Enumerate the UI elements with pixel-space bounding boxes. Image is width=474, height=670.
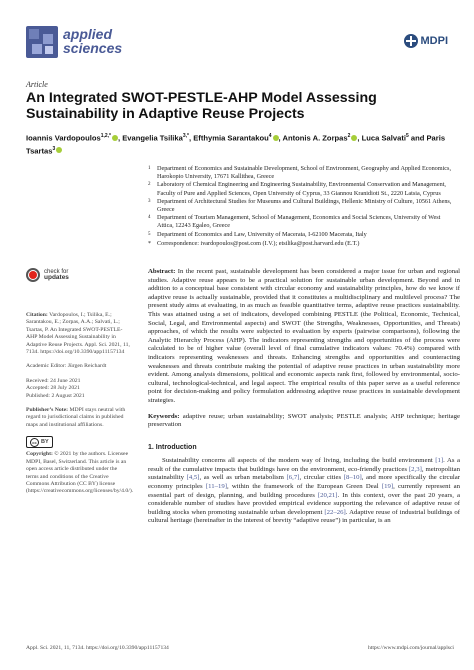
correspondence: [148, 240, 458, 248]
author-name[interactable]: Ioannis Vardopoulos: [26, 133, 101, 143]
received-date: Received: 24 June 2021: [26, 377, 81, 384]
author-affiliation-marker: 5: [405, 133, 409, 139]
main-content: [148, 268, 460, 526]
introduction-paragraph: [148, 457, 460, 526]
published-date: Published: 2 August 2021: [26, 392, 85, 399]
affiliation-number: 4: [148, 215, 151, 221]
author-affiliation-marker: 2: [347, 133, 351, 139]
intro-text: . In this context, over the past 20 years, a considerable number of studies have provided empirical evidence supporting the relevance of adaptive reuse of building stocks when promoting sustainable urban development: [148, 491, 460, 516]
intro-text: , currently represent an essential part of design, planning, and building procedures: [148, 483, 460, 499]
intro-text: , metropolitan sustainability: [148, 465, 461, 482]
intro-text: Sustainability concerns all aspects of the modern way of living, including the build environment: [162, 457, 436, 465]
citation-link[interactable]: [2,3]: [408, 465, 422, 473]
keywords-label: Keywords:: [148, 412, 180, 420]
dates: [26, 378, 131, 400]
check-for-updates-button[interactable]: [26, 268, 131, 282]
updates-top: check for: [44, 268, 69, 275]
orcid-icon[interactable]: [56, 147, 62, 153]
citation-label: Citation:: [26, 312, 48, 318]
updates-icon: [26, 268, 40, 282]
affiliation-item: [148, 214, 458, 230]
intro-text: , within the framework of the European Green Deal: [226, 483, 382, 491]
citation-text: Vardopoulos, I.; Tsilika, E.; Sarantakou, E.; Zorpas, A.A.; Salvati, L.; Tsartas, P. An Integrated SWOT-PESTLE-AHP Model Assessing Sustainability in Adaptive Reuse Projects. Appl. Sci. 2021, 11, 7134. https://doi.org/10.3390/app11157134: [26, 312, 130, 356]
cc-license-badge[interactable]: [26, 436, 53, 448]
footer-journal-link[interactable]: https://www.mdpi.com/journal/applsci: [367, 645, 454, 651]
keywords: [148, 413, 460, 430]
correspondence-text: Correspondence: ivardopoulos@post.com (I.V.); etsilika@post.harvard.edu (E.T.): [157, 239, 360, 247]
publisher-logo: [404, 34, 449, 48]
intro-text: . Adaptive reuse of industrial buildings of cultural heritage (hereinafter in the interest of brevity “adaptive reuse”) in particular, is an: [148, 508, 460, 525]
citation-link[interactable]: [8–10]: [343, 474, 362, 482]
author-affiliation-marker: 4: [268, 133, 272, 139]
affiliation-item: [148, 165, 458, 181]
abstract-label: Abstract:: [148, 268, 176, 275]
author-separator: ,: [188, 133, 194, 143]
cc-icon: cc: [30, 438, 39, 447]
citation-link[interactable]: [22–26]: [324, 508, 346, 516]
affiliation-number: 2: [148, 182, 151, 188]
cc-license-label: BY: [41, 438, 49, 445]
copyright: [26, 451, 134, 495]
affiliation-number: 1: [148, 166, 151, 171]
affiliation-text: Department of Economics and Sustainable Development, School of Environment, Geography and Applied Economics, Harokopio University, 17671 Kallithea, Greece: [157, 165, 452, 181]
publisher-note-label: Publisher’s Note:: [26, 407, 69, 414]
keywords-text: adaptive reuse; urban sustainability; SWOT analysis; PESTLE analysis; AHP technique; heritage preservation: [148, 412, 460, 429]
author-name[interactable]: Luca Salvati: [361, 133, 406, 143]
affiliation-item: [148, 181, 458, 197]
citation-link[interactable]: [4,5]: [186, 474, 200, 482]
journal-logo: [26, 26, 58, 58]
copyright-text: © 2021 by the authors. Licensee MDPI, Basel, Switzerland. This article is an open access article distributed under the terms and conditions of the Creative Commons Attribution (CC BY) license (https://creativecommons.org/licenses/by/4.0/).: [26, 451, 134, 495]
author-separator: ,: [278, 133, 283, 143]
sidebar: [26, 268, 134, 503]
updates-bottom: updates: [44, 274, 69, 281]
author-separator: ,: [117, 133, 123, 143]
author-affiliation-marker: 3: [52, 145, 56, 152]
affiliation-item: [148, 231, 458, 239]
mdpi-icon: [404, 34, 418, 48]
author-affiliation-marker: 3,*: [182, 133, 189, 139]
author-affiliation-marker: 1,2,*: [100, 133, 111, 139]
citation-link[interactable]: [20,21]: [317, 491, 338, 499]
author-separator: ,: [357, 133, 362, 143]
citation-link[interactable]: [19]: [381, 483, 394, 491]
page-footer: [26, 645, 454, 651]
intro-text: , as well as urban metabolism: [199, 474, 287, 482]
journal-name-line1: applied: [63, 26, 113, 42]
author-name[interactable]: Evangelia Tsilika: [122, 133, 183, 143]
envelope-icon: *: [148, 240, 151, 247]
academic-editor: Academic Editor: Jürgen Reichardt: [26, 363, 107, 370]
affiliation-text: Laboratory of Chemical Engineering and Engineering Sustainability, Environmental Conservation and Management, Faculty of Pure and Applied Sciences, Open University of Cyprus, 33 Giannou Kranidioti St., 2220 Latsia, Cyprus: [157, 181, 446, 197]
citation: [26, 312, 131, 356]
citation-link[interactable]: [11–19]: [205, 483, 227, 491]
copyright-label: Copyright:: [26, 451, 53, 458]
article-type: Article: [26, 80, 48, 89]
abstract: [148, 268, 460, 406]
footer-citation: Appl. Sci. 2021, 11, 7134. https://doi.org/10.3390/app11157134: [26, 645, 169, 651]
journal-name-line2: sciences: [63, 40, 123, 56]
affiliation-item: [148, 198, 458, 214]
intro-text: , and more specifically the circular economy principles: [148, 474, 461, 491]
accepted-date: Accepted: 28 July 2021: [26, 385, 80, 392]
author-name[interactable]: and Paris Tsartas: [26, 133, 446, 156]
intro-text: , circular cities: [299, 474, 344, 482]
page-title: An Integrated SWOT-PESTLE-AHP Model Assessing Sustainability in Adaptive Reuse Projects: [26, 90, 377, 122]
abstract-text: In the recent past, sustainable development has been considered a major issue for urban and regional studies. Adaptive reuse appears to be a practical solution for sustainable urban development. Beyond and in addition to a conceptual base consistent with circular economy and sustainability principles, how do we know if adaptive reuse is actually sustainable, provided that it constitutes a multidisciplinary and multilevel process? The present study aims at evaluating, in as much as feasible quantitative terms, adaptive reuse practices sustainability. This was attained using a set of indicators, developed combining PESTLE (the Political, Economic, Technical, Social, Legal, and Environmental aspects) and SWOT (the Strengths, Weaknesses, Opportunities, and Threats) approaches, of which the results were subjected to evaluation by experts (pairwise comparisons), following the Analytic Hierarchy Process (AHP). The indicators representing strengths and opportunities of the process were calculated to be of higher value (overall level of final cumulative indicators values: 70.4%) compared with indicators representing weaknesses and threats. Enhancing strengths and opportunities and counteracting weaknesses and threats contribute making the potential of adaptive reuse practices in urban sustainability more evident. Among analysis dimensions, political and economic aspects rank first, followed by environmental, socio-cultural, technological-technical, and legal aspect. The empirical results of this paper serve as a useful reference point for decision-making and policy formulation addressing adaptive reuse practices in sustainable development strategies.: [148, 268, 460, 404]
affiliation-number: 3: [148, 198, 151, 204]
affiliation-text: Department of Architectural Studies for Museums and Cultural Buildings, Hellenic Ministry of Culture, 10561 Athens, Greece: [157, 197, 452, 214]
author-name[interactable]: Antonis A. Zorpas: [282, 133, 348, 143]
journal-name: [63, 27, 122, 55]
affiliation-text: Department of Economics and Law, University of Macerata, I-62100 Macerata, Italy: [157, 230, 367, 238]
affiliation-text: Department of Tourism Management, School of Management, Economics and Social Sciences, University of West Attica, 12243 Egaleo, Greece: [157, 214, 441, 230]
intro-text: . As a result of the cumulative impacts that buildings have on the environment, eco-friendly practices: [148, 457, 461, 473]
author-list: [26, 131, 456, 156]
publisher-name: MDPI: [420, 35, 448, 47]
affiliations: [148, 165, 458, 248]
citation-link[interactable]: [1]: [435, 457, 444, 465]
citation-link[interactable]: [6,7]: [286, 474, 300, 482]
section-heading: 1. Introduction: [148, 443, 197, 451]
publisher-note: [26, 407, 131, 429]
affiliation-number: 5: [148, 231, 151, 237]
publisher-note-text: MDPI stays neutral with regard to jurisdictional claims in published maps and institutional affiliations.: [26, 407, 126, 428]
author-name[interactable]: Efthymia Sarantakou: [193, 133, 269, 143]
